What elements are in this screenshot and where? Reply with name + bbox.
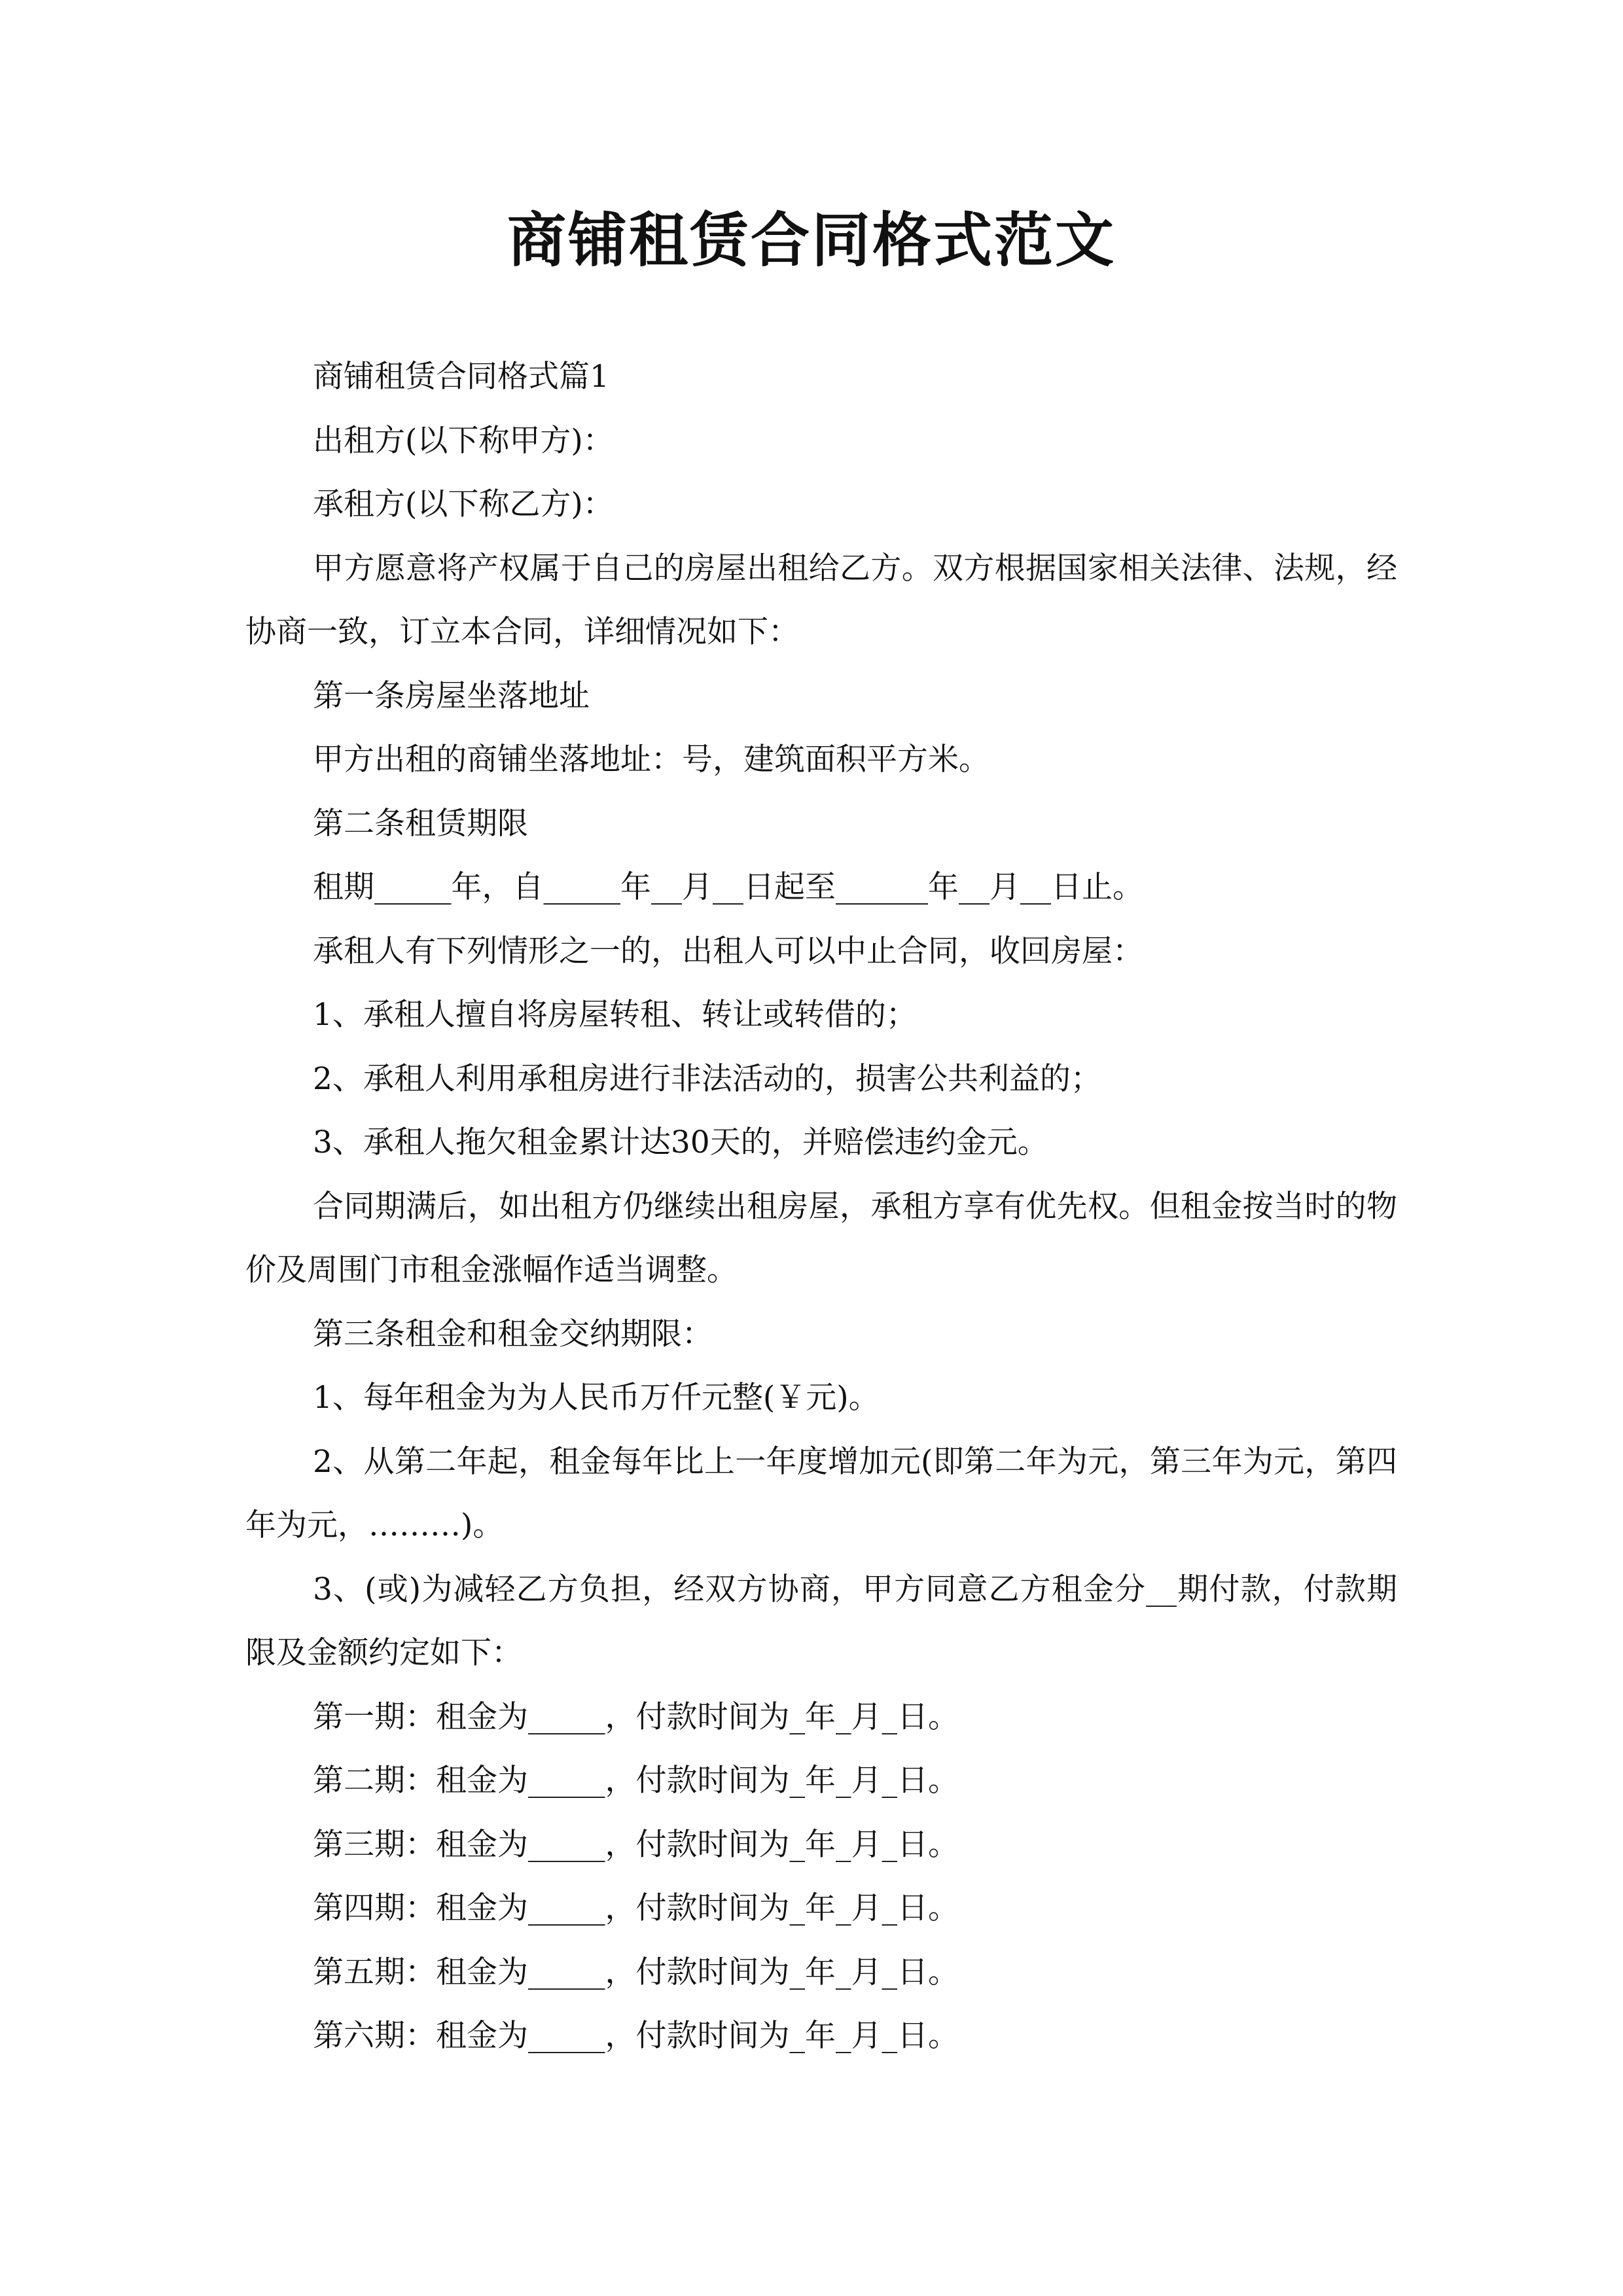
intro-paragraph: 甲方愿意将产权属于自己的房屋出租给乙方。双方根据国家相关法律、法规，经协商一致，订立本合同，详细情况如下： xyxy=(245,550,1397,650)
termination-item-3: 3、承租人拖欠租金累计达30天的，并赔偿违约金元。 xyxy=(313,1124,1048,1160)
installment-2: 第二期：租金为_____，付款时间为_年_月_日。 xyxy=(313,1763,959,1799)
lessor-line: 出租方(以下称甲方)： xyxy=(313,422,614,459)
article-3-heading: 第三条租金和租金交纳期限： xyxy=(313,1316,713,1352)
installment-5: 第五期：租金为_____，付款时间为_年_月_日。 xyxy=(313,1954,959,1990)
rent-item-1: 1、每年租金为为人民币万仟元整(￥元)。 xyxy=(313,1380,880,1416)
installment-3: 第三期：租金为_____，付款时间为_年_月_日。 xyxy=(313,1826,959,1863)
renewal-paragraph: 合同期满后，如出租方仍继续出租房屋，承租方享有优先权。但租金按当时的物价及周围门市租金涨幅作适当调整。 xyxy=(245,1188,1397,1288)
article-1-text: 甲方出租的商铺坐落地址：号，建筑面积平方米。 xyxy=(313,742,990,778)
installment-4: 第四期：租金为_____，付款时间为_年_月_日。 xyxy=(313,1890,959,1926)
installment-6: 第六期：租金为_____，付款时间为_年_月_日。 xyxy=(313,2018,959,2054)
installment-1: 第一期：租金为_____，付款时间为_年_月_日。 xyxy=(313,1698,959,1735)
lessee-line: 承租方(以下称乙方)： xyxy=(313,486,614,522)
rent-item-2: 2、从第二年起，租金每年比上一年度增加元(即第二年为元，第三年为元，第四年为元，………)。 xyxy=(245,1443,1397,1543)
lease-term-line: 租期_____年，自_____年__月__日起至______年__月__日止。 xyxy=(313,869,1143,905)
document-title: 商铺租赁合同格式范文 xyxy=(507,206,1116,275)
termination-item-1: 1、承租人擅自将房屋转租、转让或转借的； xyxy=(313,997,917,1033)
document-body xyxy=(245,345,1397,2068)
section-heading: 商铺租赁合同格式篇1 xyxy=(313,359,609,395)
rent-item-3: 3、(或)为减轻乙方负担，经双方协商，甲方同意乙方租金分__期付款，付款期限及金额约定如下： xyxy=(245,1571,1397,1671)
termination-item-2: 2、承租人利用承租房进行非法活动的，损害公共利益的； xyxy=(313,1060,1101,1097)
article-1-heading: 第一条房屋坐落地址 xyxy=(313,677,590,714)
article-2-heading: 第二条租赁期限 xyxy=(313,805,528,842)
termination-intro: 承租人有下列情形之一的，出租人可以中止合同，收回房屋： xyxy=(313,933,1143,969)
